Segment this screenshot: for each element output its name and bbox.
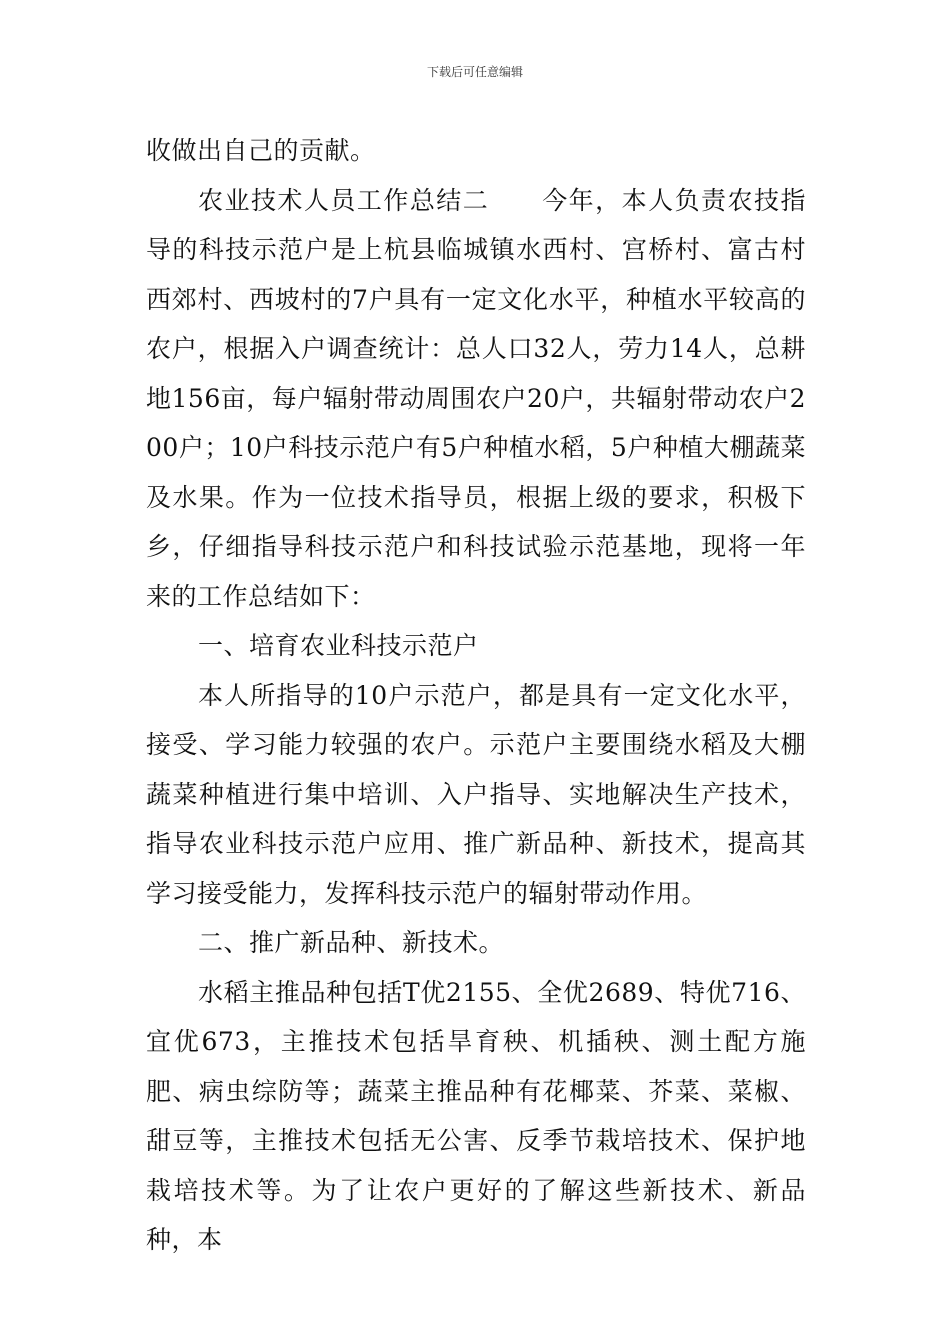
section-heading-1: 一、培育农业科技示范户: [198, 631, 479, 660]
section-heading-2: 二、推广新品种、新技术。: [198, 928, 505, 957]
paragraph-continuation: 收做出自己的贡献。: [146, 136, 376, 165]
paragraph-demonstration-households: 本人所指导的10户示范户，都是具有一定文化水平，接受、学习能力较强的农户。示范户主要围绕水稻及大棚蔬菜种植进行集中培训、入户指导、实地解决生产技术，指导农业科技示范户应用、推广新品种、新技术，提高其学习接受能力，发挥科技示范户的辐射带动作用。: [146, 680, 806, 908]
paragraph-summary-intro: 农业技术人员工作总结二 今年，本人负责农技指导的科技示范户是上杭县临城镇水西村、宫桥村、富古村西郊村、西坡村的7户具有一定文化水平，种植水平较高的农户，根据入户调查统计：总人口32人，劳力14人，总耕地156亩，每户辐射带动周围农户20户，共辐射带动农户200户；10户科技示范户有5户种植水稻，5户种植大棚蔬菜及水果。作为一位技术指导员，根据上级的要求，积极下乡，仔细指导科技示范户和科技试验示范基地，现将一年来的工作总结如下：: [146, 185, 806, 611]
document-body: [146, 126, 806, 1265]
page-header-note: 下载后可任意编辑: [426, 65, 523, 79]
paragraph-varieties-techniques: 水稻主推品种包括T优2155、全优2689、特优716、宜优673，主推技术包括旱育秧、机插秧、测土配方施肥、病虫综防等；蔬菜主推品种有花椰菜、芥菜、菜椒、甜豆等，主推技术包括无公害、反季节栽培技术、保护地栽培技术等。为了让农户更好的了解这些新技术、新品种，本: [146, 977, 806, 1254]
